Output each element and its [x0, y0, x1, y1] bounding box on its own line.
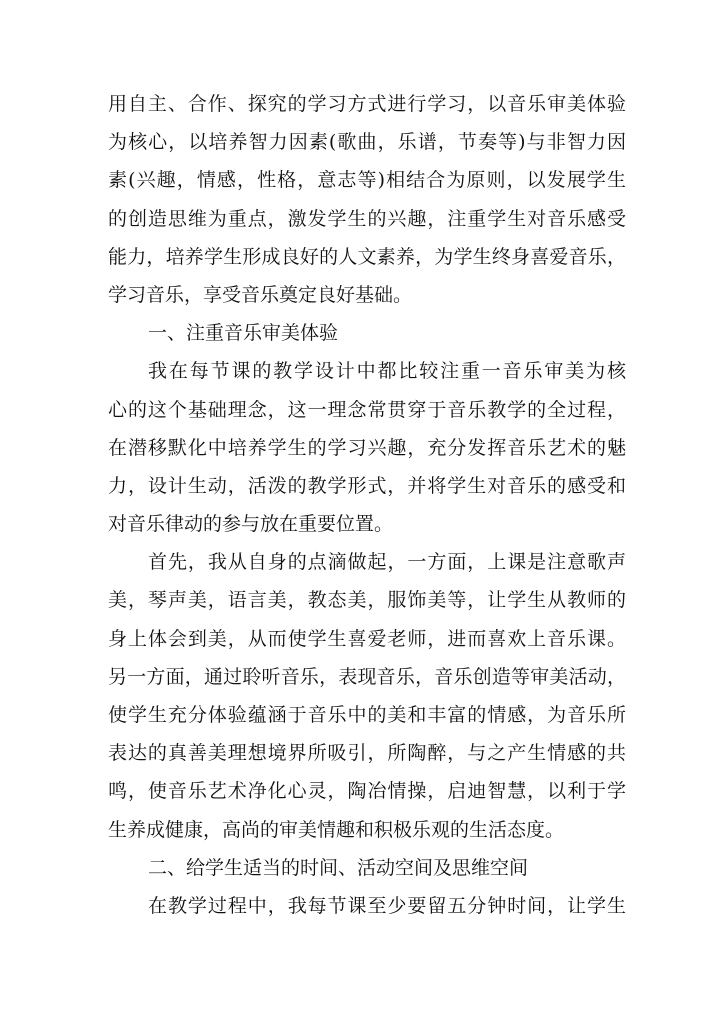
- text-line: 身上体会到美，从而使学生喜爱老师，进而喜欢上音乐课。: [108, 627, 626, 650]
- text-line: 表达的真善美理想境界所吸引，所陶醉，与之产生情感的共: [108, 742, 626, 765]
- text-line: 对音乐律动的参与放在重要位置。: [108, 513, 394, 536]
- text-line: 的创造思维为重点，激发学生的兴趣，注重学生对音乐感受: [108, 207, 626, 230]
- body-text: [108, 85, 626, 925]
- text-line: 学习音乐，享受音乐奠定良好基础。: [108, 283, 413, 306]
- text-line: 素(兴趣，情感，性格，意志等)相结合为原则，以发展学生: [108, 169, 626, 192]
- text-line: 心的这个基础理念，这一理念常贯穿于音乐教学的全过程，: [108, 398, 626, 421]
- text-line: 在教学过程中，我每节课至少要留五分钟时间，让学生: [148, 894, 626, 917]
- text-line: 另一方面，通过聆听音乐，表现音乐，音乐创造等审美活动，: [108, 665, 626, 688]
- text-line: 使学生充分体验蕴涵于音乐中的美和丰富的情感，为音乐所: [108, 704, 626, 726]
- text-line: 我在每节课的教学设计中都比较注重一音乐审美为核: [148, 360, 626, 383]
- text-line: 首先，我从自身的点滴做起，一方面，上课是注意歌声: [148, 551, 626, 574]
- section-heading: 二、给学生适当的时间、活动空间及思维空间: [148, 856, 529, 879]
- text-line: 用自主、合作、探究的学习方式进行学习，以音乐审美体验: [108, 93, 626, 115]
- section-heading: 一、注重音乐审美体验: [148, 322, 339, 345]
- text-line: 能力，培养学生形成良好的人文素养，为学生终身喜爱音乐，: [108, 245, 626, 268]
- text-line: 为核心，以培养智力因素(歌曲，乐谱，节奏等)与非智力因: [108, 131, 626, 154]
- text-line: 力，设计生动，活泼的教学形式，并将学生对音乐的感受和: [108, 474, 626, 497]
- text-line: 美，琴声美，语言美，教态美，服饰美等，让学生从教师的: [108, 589, 626, 612]
- text-line: 鸣，使音乐艺术净化心灵，陶冶情操，启迪智慧，以利于学: [108, 780, 626, 803]
- text-line: 在潜移默化中培养学生的学习兴趣，充分发挥音乐艺术的魅: [108, 436, 626, 459]
- text-line: 生养成健康，高尚的审美情趣和积极乐观的生活态度。: [108, 818, 565, 841]
